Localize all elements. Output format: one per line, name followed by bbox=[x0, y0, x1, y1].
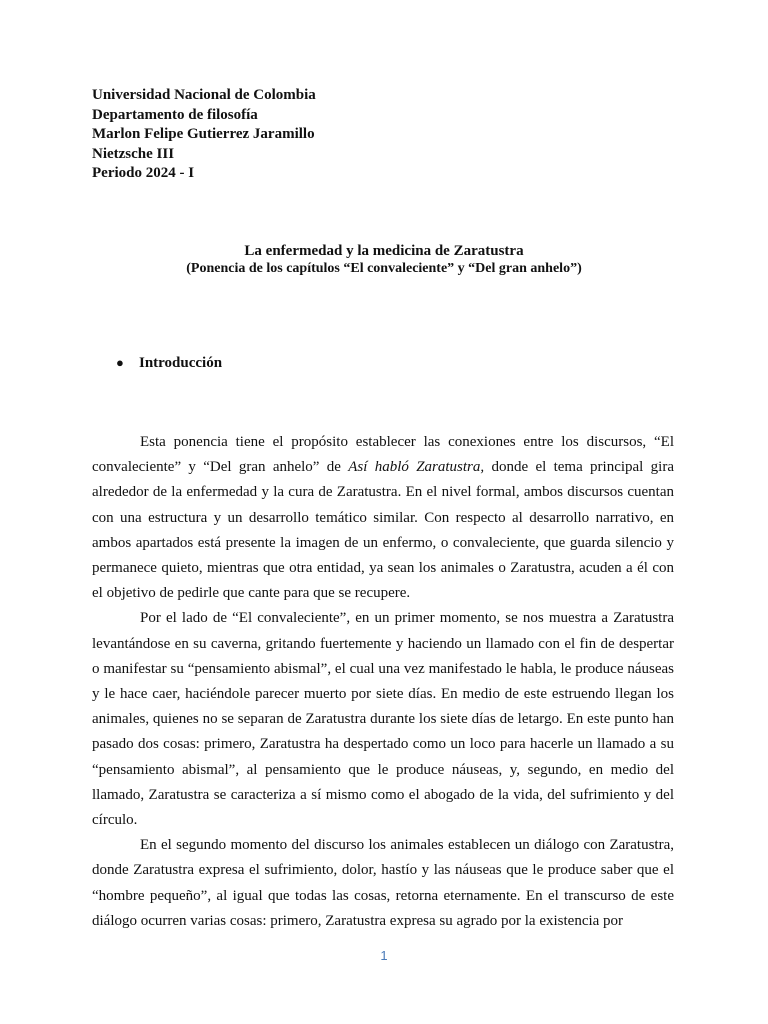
section-heading-label: Introducción bbox=[139, 355, 223, 371]
header-period: Periodo 2024 - I bbox=[92, 165, 195, 181]
paragraph-3: En el segundo momento del discurso los animales establecen un diálogo con Zaratustra, donde Zaratustra expresa el sufrimiento, dolor, hastío y las náuseas que le produce saber que el “hombre pequeño”, al igual que todas las cosas, retorna eternamente. En el transcurso de este diálogo ocurren varias cosas: primero, Zaratustra expresa su agrado por la existencia por bbox=[92, 837, 674, 929]
header-course: Nietzsche III bbox=[92, 145, 175, 162]
title-block bbox=[0, 242, 768, 278]
paragraph-1-text-start: Esta ponencia tiene el propósito establecer las conexiones entre los discursos, “El convaleciente” y “Del gran anhelo” de bbox=[92, 434, 674, 476]
paragraph-2: Por el lado de “El convaleciente”, en un primer momento, se nos muestra a Zaratustra levantándose en su caverna, gritando fuertemente y haciendo un llamado con el fin de despertar o manifestar su “pensamiento abismal”, el cual una vez manifestado le habla, le produce náuseas y le hace caer, haciéndole parecer muerto por siete días. En medio de este estruendo llegan los animales, quienes no se separan de Zaratustra durante los siete días de letargo. En este punto han pasado dos cosas: primero, Zaratustra ha despertado como un loco para hacerle un llamado a su “pensamiento abismal”, al pensamiento que le produce náuseas, y, segundo, en medio del llamado, Zaratustra se caracteriza a sí mismo como el abogado de la vida, del sufrimiento y del círculo. bbox=[92, 610, 674, 829]
document-subtitle: (Ponencia de los capítulos “El convaleciente” y “Del gran anhelo”) bbox=[186, 261, 582, 276]
header-department: Departamento de filosofía bbox=[92, 106, 258, 123]
bullet-icon: ● bbox=[116, 355, 124, 370]
paragraph-1-text-end: donde el tema principal gira alrededor de la enfermedad y la cura de Zaratustra. En el nivel formal, ambos discursos cuentan con una estructura y un desarrollo temático similar. Con respecto al desarrollo narrativo, en ambos apartados está presente la imagen de un enfermo, o convaleciente, que guarda silencio y permanece quieto, mientras que otra entidad, ya sean los animales o Zaratustra, acuden a él con el objetivo de pedirle que cante para que se recupere. bbox=[92, 459, 674, 602]
document-header bbox=[92, 86, 316, 184]
section-heading-introduccion bbox=[116, 355, 222, 372]
document-title: La enfermedad y la medicina de Zaratustra bbox=[244, 243, 524, 259]
header-university: Universidad Nacional de Colombia bbox=[92, 87, 316, 103]
book-title-italic: Así habló Zaratustra, bbox=[348, 459, 485, 476]
body-text bbox=[92, 430, 674, 934]
paragraph-1 bbox=[92, 430, 674, 606]
page-number: 1 bbox=[380, 948, 388, 963]
header-author: Marlon Felipe Gutierrez Jaramillo bbox=[92, 126, 315, 142]
